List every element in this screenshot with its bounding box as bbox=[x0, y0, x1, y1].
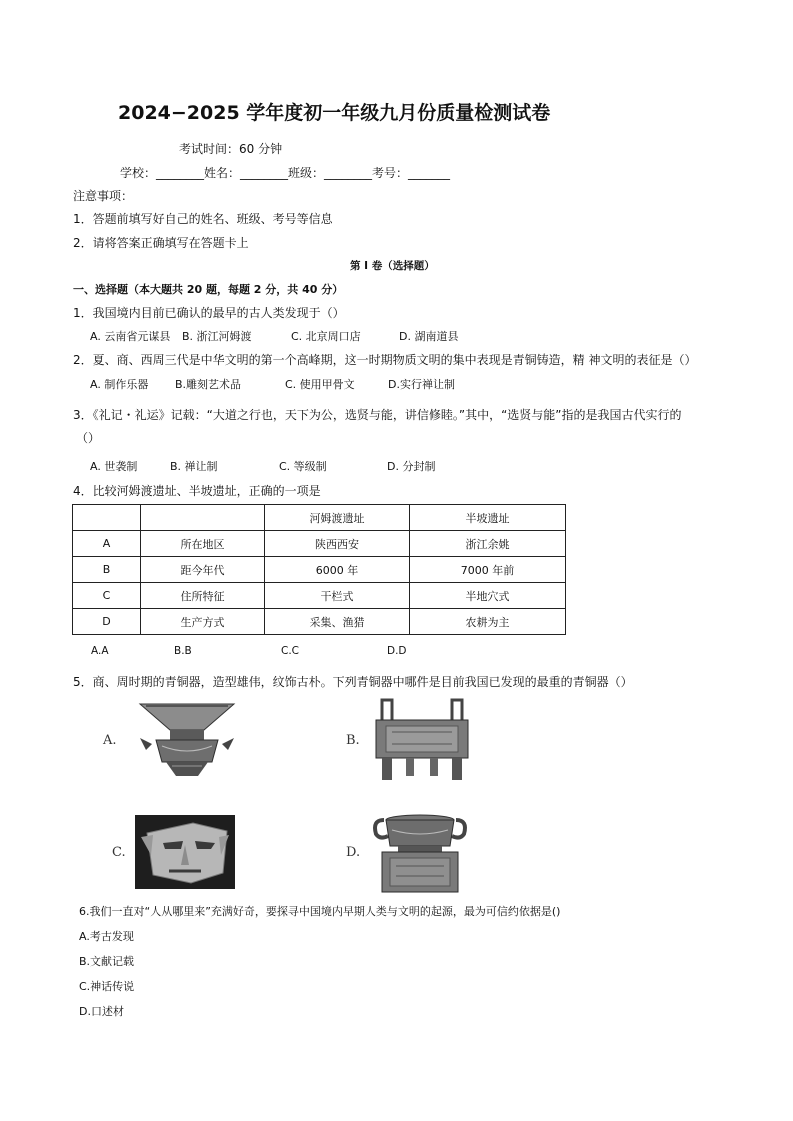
q3-option-b: B. 禅让制 bbox=[170, 460, 218, 473]
comparison-table bbox=[72, 504, 566, 635]
table-cell: 浙江余姚 bbox=[410, 531, 566, 557]
table-header-cell bbox=[141, 505, 265, 531]
question-4-stem: 4．比较河姆渡遗址、半坡遗址，正确的一项是 bbox=[73, 484, 321, 498]
table-cell: A bbox=[73, 531, 141, 557]
q2-option-b: B.雕刻艺术品 bbox=[175, 378, 242, 391]
q1-option-b: B. 浙江河姆渡 bbox=[182, 330, 252, 343]
q6-option-d: D.口述材 bbox=[79, 1005, 124, 1018]
notice-heading: 注意事项： bbox=[73, 189, 134, 203]
table-cell: B bbox=[73, 557, 141, 583]
table-header-cell bbox=[73, 505, 141, 531]
q3-option-d: D. 分封制 bbox=[387, 460, 436, 473]
bronze-zun-vessel-image bbox=[132, 700, 242, 778]
table-cell: 所在地区 bbox=[141, 531, 265, 557]
q4-option-a: A.A bbox=[91, 645, 109, 657]
table-cell: 距今年代 bbox=[141, 557, 265, 583]
notice-item: 1．答题前填写好自己的姓名、班级、考号等信息 bbox=[73, 212, 333, 226]
q2-option-d: D.实行禅让制 bbox=[388, 378, 455, 391]
table-cell: 采集、渔猎 bbox=[265, 609, 410, 635]
table-header-row bbox=[73, 505, 566, 531]
section-title: 第 I 卷（选择题） bbox=[350, 260, 435, 272]
question-6-stem: 6.我们一直对“人从哪里来”充满好奇，要探寻中国境内早期人类与文明的起源，最为可信约依据是() bbox=[79, 905, 561, 918]
table-row bbox=[73, 557, 566, 583]
table-cell: 陕西西安 bbox=[265, 531, 410, 557]
q2-option-a: A. 制作乐器 bbox=[90, 378, 149, 391]
q1-option-d: D. 湖南道县 bbox=[399, 330, 459, 343]
q3-option-a: A. 世袭制 bbox=[90, 460, 138, 473]
bronze-gui-vessel-image bbox=[370, 810, 470, 894]
table-header-cell: 半坡遗址 bbox=[410, 505, 566, 531]
table-cell: 干栏式 bbox=[265, 583, 410, 609]
part-one-heading: 一、选择题（本大题共 20 题，每题 2 分，共 40 分） bbox=[73, 283, 344, 296]
table-cell: C bbox=[73, 583, 141, 609]
q6-option-a: A.考古发现 bbox=[79, 930, 134, 943]
q5-option-c-label: C. bbox=[112, 845, 126, 860]
q6-option-b: B.文献记载 bbox=[79, 955, 135, 968]
q3-option-c: C. 等级制 bbox=[279, 460, 327, 473]
q5-option-a-label: A. bbox=[103, 733, 117, 748]
table-cell: D bbox=[73, 609, 141, 635]
table-cell: 半地穴式 bbox=[410, 583, 566, 609]
table-cell: 农耕为主 bbox=[410, 609, 566, 635]
q2-option-c: C. 使用甲骨文 bbox=[285, 378, 355, 391]
table-cell: 住所特征 bbox=[141, 583, 265, 609]
table-cell: 生产方式 bbox=[141, 609, 265, 635]
question-2-stem: 2．夏、商、西周三代是中华文明的第一个高峰期，这一时期物质文明的集中表现是青铜铸造，精 神文明的表征是（） bbox=[73, 353, 697, 367]
page-title: 2024−2025 学年度初一年级九月份质量检测试卷 bbox=[118, 102, 551, 124]
question-3-stem: 3．《礼记・礼运》记载：“大道之行也，天下为公，选贤与能，讲信修睦。”其中，“选贤与能”指的是我国古代实行的 bbox=[73, 408, 682, 422]
question-1-stem: 1．我国境内目前已确认的最早的古人类发现于（） bbox=[73, 306, 345, 320]
q5-option-d-label: D. bbox=[346, 845, 361, 860]
table-cell: 7000 年前 bbox=[410, 557, 566, 583]
table-row bbox=[73, 609, 566, 635]
bronze-mask-image bbox=[135, 815, 235, 889]
q4-option-d: D.D bbox=[387, 645, 407, 657]
q1-option-c: C. 北京周口店 bbox=[291, 330, 361, 343]
notice-item: 2．请将答案正确填写在答题卡上 bbox=[73, 236, 249, 250]
student-info-line: 学校：________姓名：________班级：________考号：_______ bbox=[120, 166, 451, 180]
table-row bbox=[73, 583, 566, 609]
table-cell: 6000 年 bbox=[265, 557, 410, 583]
exam-time: 考试时间：60 分钟 bbox=[179, 142, 283, 156]
q1-option-a: A. 云南省元谋县 bbox=[90, 330, 171, 343]
question-5-stem: 5．商、周时期的青铜器，造型雄伟，纹饰古朴。下列青铜器中哪件是目前我国已发现的最重的青铜器（） bbox=[73, 675, 633, 689]
q4-option-c: C.C bbox=[281, 645, 300, 657]
q5-option-b-label: B. bbox=[346, 733, 360, 748]
question-3-stem-continued: （） bbox=[76, 431, 101, 445]
q6-option-c: C.神话传说 bbox=[79, 980, 135, 993]
q4-option-b: B.B bbox=[174, 645, 192, 657]
table-header-cell: 河姆渡遗址 bbox=[265, 505, 410, 531]
table-row bbox=[73, 531, 566, 557]
bronze-ding-vessel-image bbox=[372, 698, 472, 782]
